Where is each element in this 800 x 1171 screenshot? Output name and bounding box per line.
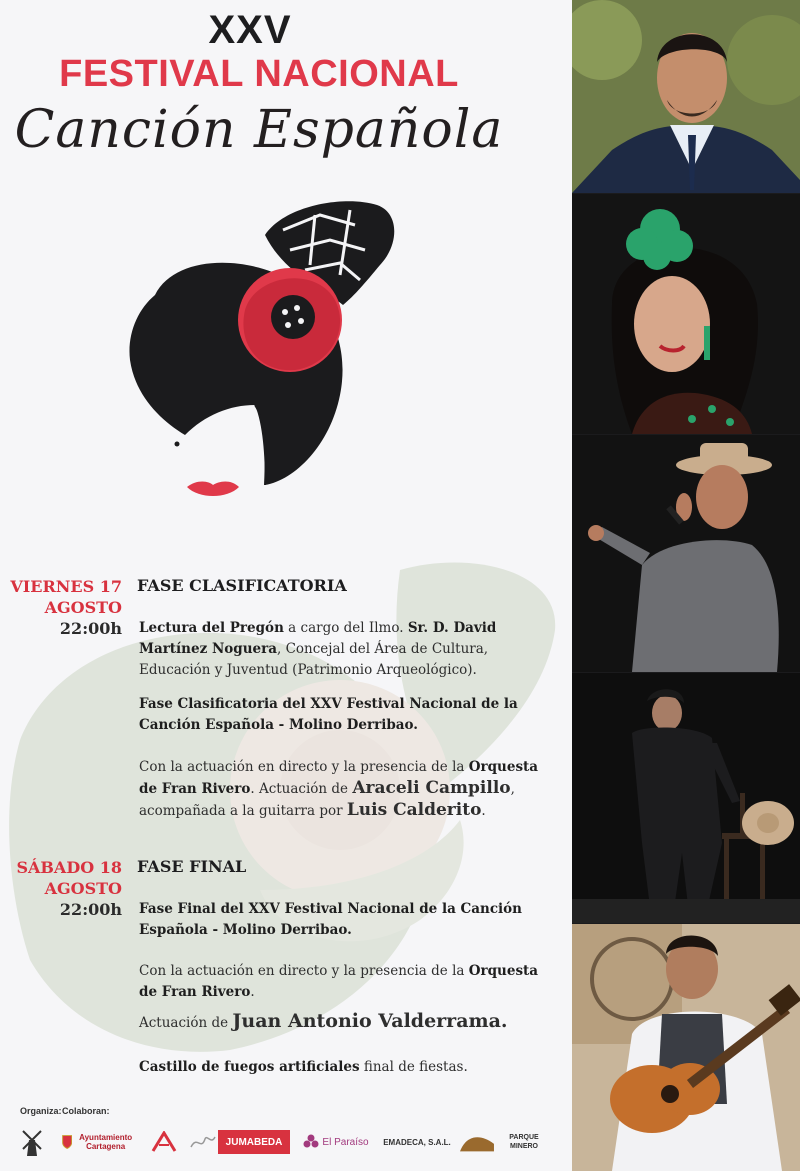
event-phase-title: FASE FINAL bbox=[137, 857, 247, 876]
emadeca-logo bbox=[380, 1124, 454, 1160]
text-span: Actuación de bbox=[139, 1015, 233, 1031]
event-date bbox=[0, 857, 122, 920]
text-span: . bbox=[500, 1010, 508, 1032]
event-time: 22:00h bbox=[59, 900, 122, 919]
event-day: VIERNES 17 bbox=[10, 577, 122, 596]
colaboran-label: Colaboran: bbox=[62, 1106, 110, 1116]
text-span: Con la actuación en directo y la presencia de la bbox=[139, 963, 469, 979]
presenter-photo bbox=[572, 0, 800, 193]
flower-icon bbox=[303, 1134, 319, 1150]
logo-text: JUMABEDA bbox=[225, 1136, 283, 1148]
asociacion-logo bbox=[144, 1124, 184, 1160]
text-span: a cargo del Ilmo. bbox=[283, 620, 408, 636]
asociacion-icon bbox=[149, 1131, 179, 1153]
event-description: Fase Clasificatoria del XXV Festival Nacional de la Canción Española - Molino Derribao. bbox=[139, 696, 518, 733]
headliner-name: Juan Antonio Valderrama bbox=[232, 1010, 501, 1032]
photo-column bbox=[572, 0, 800, 1171]
red-flower bbox=[238, 268, 342, 372]
windmill-icon bbox=[21, 1128, 43, 1156]
coat-of-arms-icon bbox=[62, 1131, 72, 1153]
artist-name: Araceli Campillo bbox=[352, 778, 511, 798]
event-day: SÁBADO 18 bbox=[16, 858, 122, 877]
el-paraiso-logo bbox=[298, 1124, 374, 1160]
ayuntamiento-cartagena-logo bbox=[62, 1124, 136, 1160]
signature-icon bbox=[189, 1131, 217, 1153]
event-phase-title: FASE CLASIFICATORIA bbox=[137, 576, 347, 595]
text-span: . bbox=[250, 984, 255, 1000]
singer-hat-photo bbox=[572, 435, 800, 672]
text-span: . Actuación de bbox=[250, 781, 353, 797]
mine-hill-icon bbox=[460, 1132, 494, 1152]
event-paragraph bbox=[139, 1011, 559, 1034]
text-span: , acompañada a la guitarra por bbox=[139, 781, 515, 819]
text-span: final de fiestas. bbox=[359, 1059, 468, 1075]
event-paragraph bbox=[139, 1057, 559, 1078]
event-time: 22:00h bbox=[59, 619, 122, 638]
text-span: . bbox=[481, 803, 486, 819]
logo-text: PARQUE MINERO bbox=[509, 1134, 539, 1150]
molino-logo bbox=[18, 1124, 46, 1160]
guitarist-photo bbox=[572, 924, 800, 1171]
orchestra-name: Orquesta de Fran Rivero bbox=[139, 963, 539, 1000]
pregon-label: Lectura del Pregón bbox=[139, 620, 284, 636]
artist-figure bbox=[572, 673, 800, 923]
text-span: , Concejal del Área de Cultura, Educación y Juventud (Patrimonio Arqueológico). bbox=[139, 641, 489, 678]
speaker-name: Sr. D. David Martínez Noguera bbox=[139, 620, 497, 657]
text-span: Con la actuación en directo y la presencia de la bbox=[139, 759, 469, 775]
event-paragraph bbox=[139, 961, 559, 1003]
logo-text: El Paraíso bbox=[322, 1136, 369, 1148]
presenter-figure bbox=[572, 0, 800, 193]
singer-figure bbox=[572, 435, 800, 672]
araceli-campillo-photo bbox=[572, 194, 800, 434]
event-month: AGOSTO bbox=[44, 598, 122, 617]
sponsor-logos bbox=[18, 1124, 558, 1164]
jumabeda-logo bbox=[218, 1130, 290, 1154]
logo-text: Ayuntamiento Cartagena bbox=[79, 1133, 133, 1151]
guitarist-name: Luis Calderito bbox=[346, 800, 482, 820]
parque-minero-logo bbox=[460, 1124, 552, 1160]
signature-logo bbox=[188, 1124, 218, 1160]
fireworks-label: Castillo de fuegos artificiales bbox=[139, 1059, 360, 1075]
cancion-espanola-title: Canción Española bbox=[14, 100, 504, 160]
event-month: AGOSTO bbox=[44, 879, 122, 898]
event-paragraph bbox=[139, 618, 559, 681]
edition-title: XXV bbox=[208, 8, 292, 52]
event-paragraph bbox=[139, 694, 559, 736]
event-paragraph bbox=[139, 899, 559, 941]
artist-chair-photo bbox=[572, 673, 800, 923]
logo-text: EMADECA, S.A.L. bbox=[383, 1137, 451, 1147]
organiza-label: Organiza: bbox=[20, 1106, 62, 1116]
festival-title: FESTIVAL NACIONAL bbox=[59, 53, 459, 95]
flamenca-figure bbox=[572, 194, 800, 434]
event-date bbox=[0, 576, 122, 639]
orchestra-name: Orquesta de Fran Rivero bbox=[139, 759, 539, 797]
event-description: Fase Final del XXV Festival Nacional de la Canción Española - Molino Derribao. bbox=[139, 901, 522, 938]
event-paragraph bbox=[139, 757, 559, 822]
guitarist-figure bbox=[572, 924, 800, 1171]
flamenca-illustration bbox=[115, 195, 405, 515]
